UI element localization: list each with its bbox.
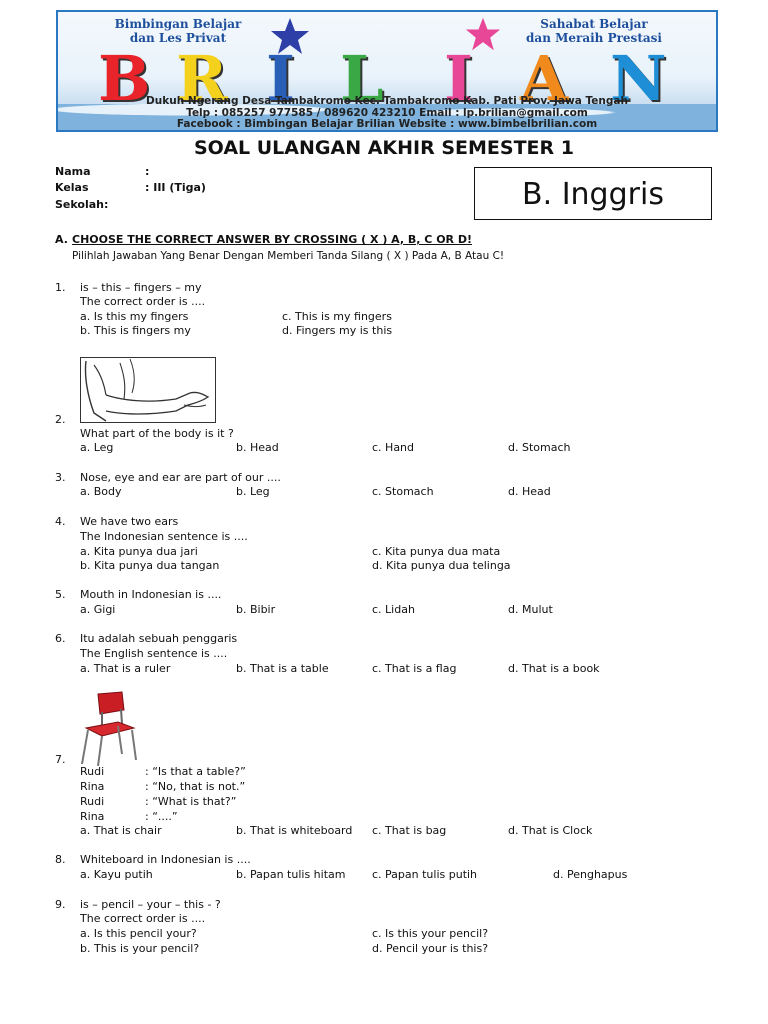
banner-right-tagline	[504, 17, 684, 45]
dialog-speaker: Rudi	[80, 765, 105, 778]
dialog-speaker: Rudi	[80, 795, 105, 808]
brand-letter-a: A	[520, 42, 569, 115]
dialog-text: : “....”	[145, 810, 178, 823]
option-c[interactable]: c. Hand	[372, 441, 415, 454]
arm-image	[80, 357, 216, 423]
option-b[interactable]: b. Papan tulis hitam	[236, 868, 346, 881]
option-a[interactable]: a. Gigi	[80, 603, 116, 616]
dialog-speaker: Rina	[80, 810, 105, 823]
option-c[interactable]: c. Lidah	[372, 603, 415, 616]
option-c[interactable]: c. Kita punya dua mata	[372, 545, 501, 558]
question-text: We have two ears	[80, 515, 179, 528]
option-a[interactable]: a. Kayu putih	[80, 868, 153, 881]
option-c[interactable]: c. That is bag	[372, 824, 447, 837]
option-b[interactable]: b. That is a table	[236, 662, 329, 675]
option-a[interactable]: a. That is a ruler	[80, 662, 171, 675]
option-b[interactable]: b. This is your pencil?	[80, 942, 200, 955]
option-a[interactable]: a. Body	[80, 485, 122, 498]
option-b[interactable]: b. Kita punya dua tangan	[80, 559, 220, 572]
option-d[interactable]: d. Mulut	[508, 603, 553, 616]
brand-letter-l: L	[340, 42, 384, 115]
option-a[interactable]: a. Is this pencil your?	[80, 927, 197, 940]
class-label: Kelas	[55, 181, 89, 194]
brand-letter-i: I	[266, 42, 296, 115]
option-a[interactable]: a. That is chair	[80, 824, 162, 837]
question-text: The Indonesian sentence is ....	[80, 530, 248, 543]
question-number: 6.	[55, 632, 66, 645]
option-d[interactable]: d. Stomach	[508, 441, 571, 454]
question-text: is – this – fingers – my	[80, 281, 202, 294]
question-text: The correct order is ....	[80, 912, 206, 925]
option-d[interactable]: d. Fingers my is this	[282, 324, 393, 337]
option-b[interactable]: b. Leg	[236, 485, 270, 498]
subject-box: B. Inggris	[474, 167, 712, 220]
section-letter: A.	[55, 233, 68, 246]
banner-social: Facebook : Bimbingan Belajar Brilian Website : www.bimbelbrilian.com	[176, 118, 598, 130]
question-number: 5.	[55, 588, 66, 601]
option-d[interactable]: d. Head	[508, 485, 551, 498]
question-number: 7.	[55, 753, 66, 766]
option-d[interactable]: d. That is a book	[508, 662, 600, 675]
banner-left-tagline	[98, 17, 258, 45]
option-a[interactable]: a. Kita punya dua jari	[80, 545, 198, 558]
option-b[interactable]: b. This is fingers my	[80, 324, 191, 337]
option-b[interactable]: b. Head	[236, 441, 279, 454]
question-number: 2.	[55, 413, 66, 426]
option-d[interactable]: d. Kita punya dua telinga	[372, 559, 511, 572]
brand-letter-i-2: I	[444, 42, 474, 115]
dialog-speaker: Rina	[80, 780, 105, 793]
option-d[interactable]: d. Pencil your is this?	[372, 942, 489, 955]
banner-right-line-2: dan Meraih Prestasi	[526, 31, 662, 45]
banner-contact: Telp : 085257 977585 / 089620 423210 Email : lp.brilian@gmail.com	[186, 107, 588, 119]
dialog-text: : “Is that a table?”	[145, 765, 246, 778]
option-d[interactable]: d. That is Clock	[508, 824, 593, 837]
question-text: Mouth in Indonesian is ....	[80, 588, 222, 601]
option-b[interactable]: b. Bibir	[236, 603, 276, 616]
dialog-text: : “No, that is not.”	[145, 780, 246, 793]
question-text: The English sentence is ....	[80, 647, 228, 660]
header-banner	[56, 10, 718, 132]
option-c[interactable]: c. Is this your pencil?	[372, 927, 489, 940]
option-b[interactable]: b. That is whiteboard	[236, 824, 353, 837]
question-text: Nose, eye and ear are part of our ....	[80, 471, 281, 484]
school-label: Sekolah:	[55, 198, 109, 211]
question-number: 1.	[55, 281, 66, 294]
name-label: Nama	[55, 165, 91, 178]
class-value: : III (Tiga)	[145, 181, 206, 194]
banner-left-line-1: Bimbingan Belajar	[114, 17, 242, 31]
question-number: 4.	[55, 515, 66, 528]
option-c[interactable]: c. Papan tulis putih	[372, 868, 478, 881]
chair-image	[78, 690, 142, 766]
dialog-text: : “What is that?”	[145, 795, 237, 808]
option-d[interactable]: d. Penghapus	[553, 868, 628, 881]
question-text: What part of the body is it ?	[80, 427, 234, 440]
banner-left-line-2: dan Les Privat	[129, 31, 227, 45]
question-text: The correct order is ....	[80, 295, 206, 308]
option-c[interactable]: c. That is a flag	[372, 662, 457, 675]
banner-address: Dukuh Ngerang Desa Tambakromo Kec. Tambakromo Kab. Pati Prov. Jawa Tengah	[146, 95, 628, 107]
option-c[interactable]: c. This is my fingers	[282, 310, 392, 323]
banner-right-line-1: Sahabat Belajar	[540, 17, 648, 31]
brand-letter-r: R	[176, 42, 228, 115]
question-number: 3.	[55, 471, 66, 484]
page-title: SOAL ULANGAN AKHIR SEMESTER 1	[194, 137, 574, 159]
section-instruction-id: Pilihlah Jawaban Yang Benar Dengan Memberi Tanda Silang ( X ) Pada A, B Atau C!	[72, 250, 505, 262]
brand-letter-n: N	[610, 42, 667, 115]
question-number: 9.	[55, 898, 66, 911]
name-value: :	[145, 165, 150, 178]
brand-letter-b: B	[98, 42, 151, 115]
option-a[interactable]: a. Is this my fingers	[80, 310, 189, 323]
question-text: is – pencil – your – this - ?	[80, 898, 221, 911]
question-number: 8.	[55, 853, 66, 866]
section-instruction-en: CHOOSE THE CORRECT ANSWER BY CROSSING ( X ) A, B, C OR D!	[72, 233, 472, 246]
question-text: Whiteboard in Indonesian is ....	[80, 853, 251, 866]
option-c[interactable]: c. Stomach	[372, 485, 434, 498]
question-text: Itu adalah sebuah penggaris	[80, 632, 238, 645]
option-a[interactable]: a. Leg	[80, 441, 114, 454]
